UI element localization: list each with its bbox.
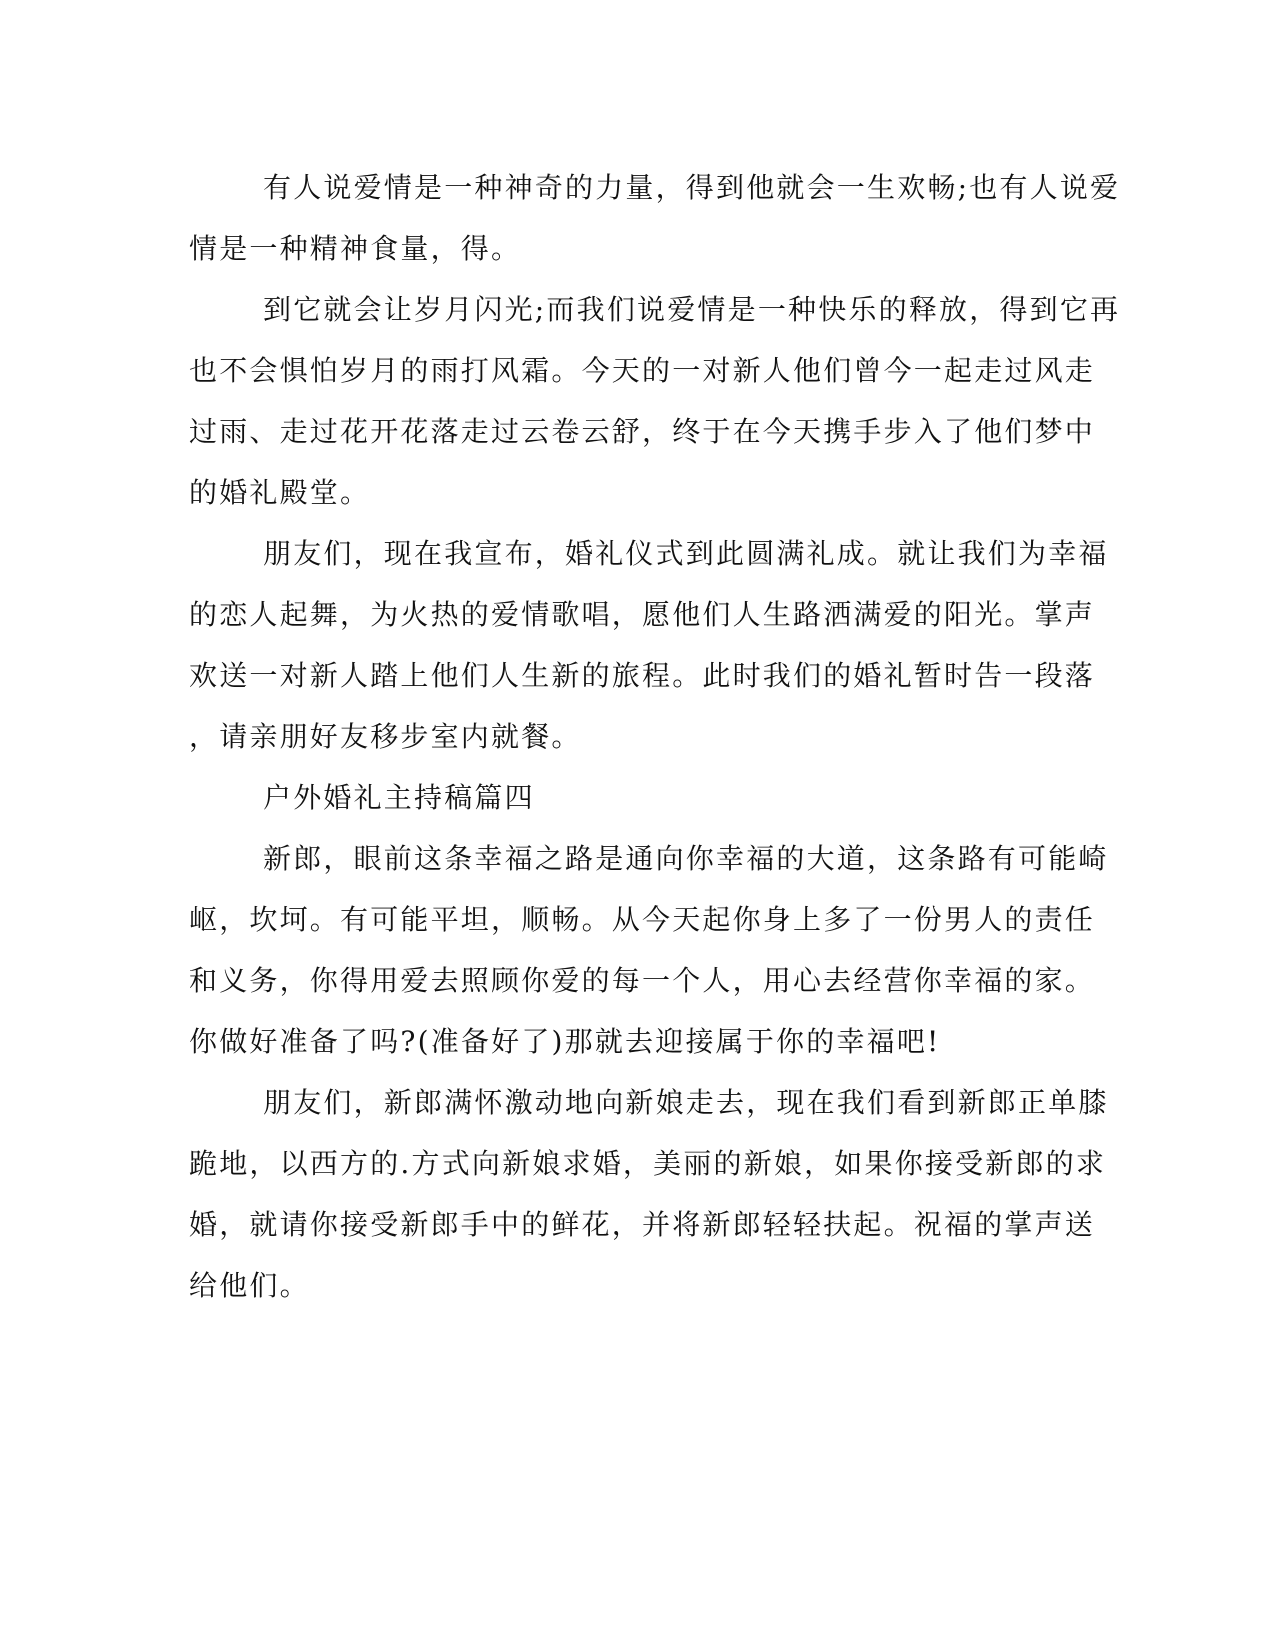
paragraph-4 (189, 828, 1109, 1072)
paragraph-line: 有人说爱情是一种神奇的力量，得到他就会一生欢畅;也有人说爱 (263, 171, 1121, 204)
paragraph-line: 岖，坎坷。有可能平坦，顺畅。从今天起你身上多了一份男人的责任 (189, 903, 1096, 936)
section-heading (189, 767, 1089, 828)
paragraph-line: 的婚礼殿堂。 (189, 476, 371, 509)
paragraph-line: 朋友们，新郎满怀激动地向新娘走去，现在我们看到新郎正单膝 (263, 1086, 1109, 1119)
paragraph-3 (189, 523, 1109, 767)
paragraph-2 (189, 279, 1121, 523)
paragraph-line: ，请亲朋好友移步室内就餐。 (189, 720, 582, 753)
paragraph-line: 也不会惧怕岁月的雨打风霜。今天的一对新人他们曾今一起走过风走 (189, 354, 1096, 387)
paragraph-line: 给他们。 (189, 1269, 310, 1302)
section-heading-text: 户外婚礼主持稿篇四 (263, 781, 535, 814)
paragraph-line: 婚，就请你接受新郎手中的鲜花，并将新郎轻轻扶起。祝福的掌声送 (189, 1208, 1096, 1241)
paragraph-line: 跪地，以西方的.方式向新娘求婚，美丽的新娘，如果你接受新郎的求 (189, 1147, 1107, 1180)
paragraph-5 (189, 1072, 1109, 1316)
paragraph-line: 过雨、走过花开花落走过云卷云舒，终于在今天携手步入了他们梦中 (189, 415, 1096, 448)
paragraph-line: 情是一种精神食量，得。 (189, 232, 522, 265)
document-body (189, 157, 1121, 1316)
paragraph-line: 和义务，你得用爱去照顾你爱的每一个人，用心去经营你幸福的家。 (189, 964, 1096, 997)
paragraph-line: 欢送一对新人踏上他们人生新的旅程。此时我们的婚礼暂时告一段落 (189, 659, 1096, 692)
paragraph-line: 的恋人起舞，为火热的爱情歌唱，愿他们人生路洒满爱的阳光。掌声 (189, 598, 1096, 631)
paragraph-line: 你做好准备了吗?(准备好了)那就去迎接属于你的幸福吧! (189, 1025, 941, 1058)
paragraph-1 (189, 157, 1121, 279)
paragraph-line: 到它就会让岁月闪光;而我们说爱情是一种快乐的释放，得到它再 (263, 293, 1121, 326)
paragraph-line: 新郎，眼前这条幸福之路是通向你幸福的大道，这条路有可能崎 (263, 842, 1109, 875)
paragraph-line: 朋友们，现在我宣布，婚礼仪式到此圆满礼成。就让我们为幸福 (263, 537, 1109, 570)
